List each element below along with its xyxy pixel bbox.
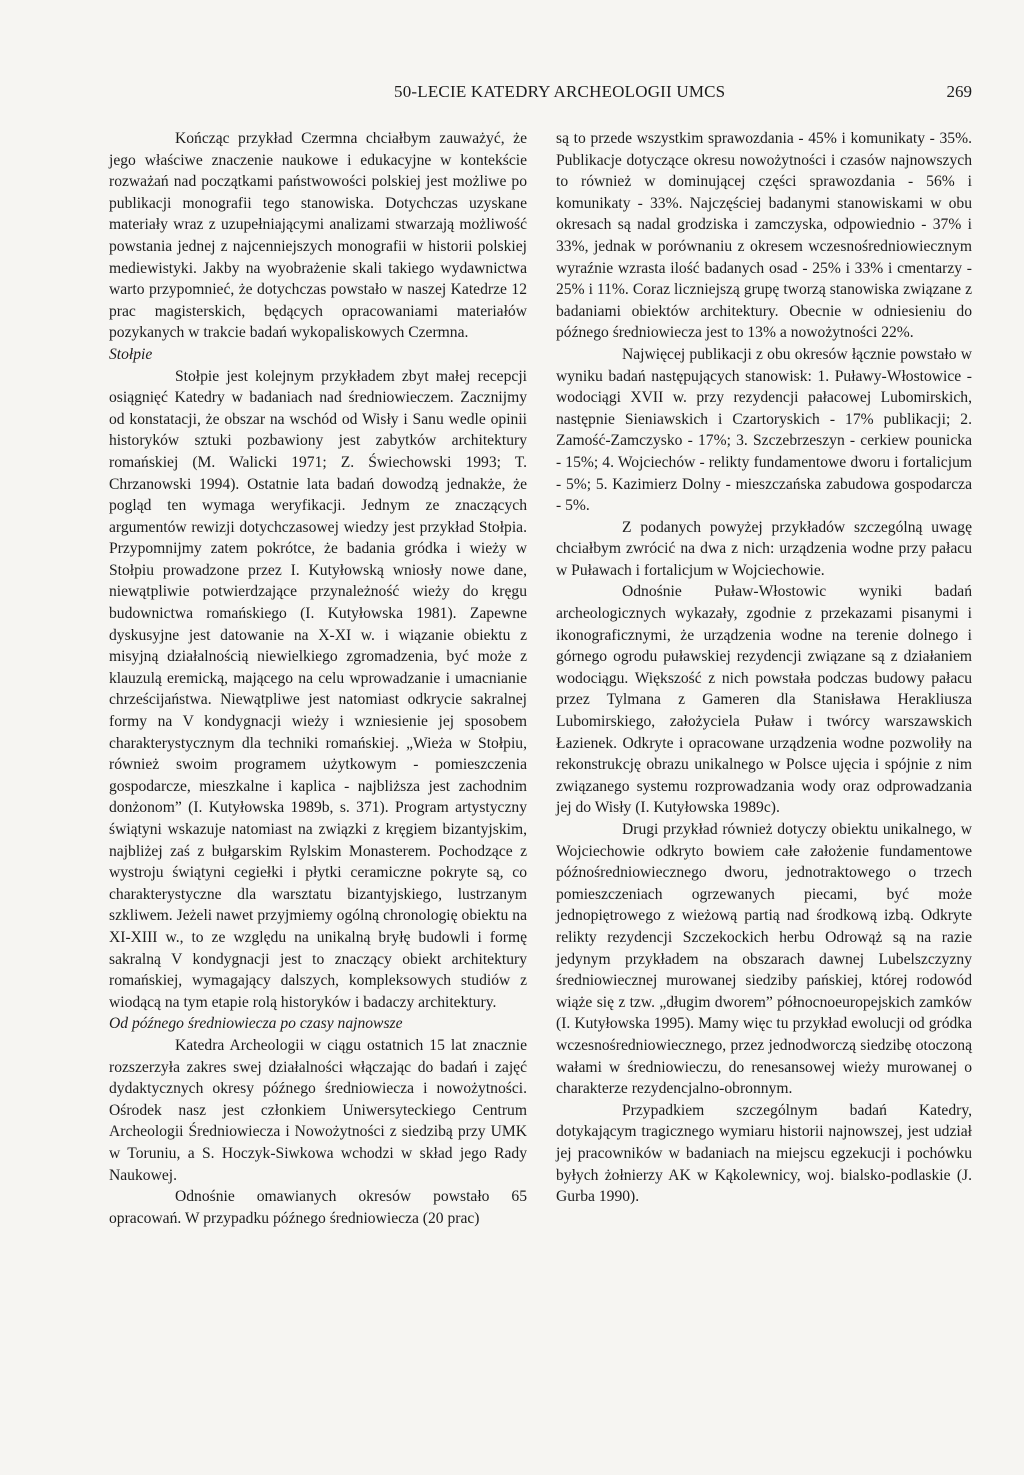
paragraph-top-sites: Najwięcej publikacji z obu okresów łącznie powstało w wyniku badań następujących stanowisk: 1. Puławy-Włostowice - wodociągi XVII w. przy rezydencji pałacowej Lubomirskich, następnie Sieniawskich i Czartoryskich - 17% publikacji; 2. Zamość-Zamczysko - 17%; 3. Szczebrzeszyn - cerkiew pounicka - 15%; 4. Wojciechów - relikty fundamentowe dworu i fortalicjum - 5%; 5. Kazimierz Dolny - mieszczańska zabudowa gospodarcza - 5%. <box>556 345 972 515</box>
left-column <box>109 128 527 1229</box>
section-heading-stolpie: Stołpie <box>109 345 153 363</box>
page-header <box>300 82 980 110</box>
running-title: 50-LECIE KATEDRY ARCHEOLOGII UMCS <box>394 82 726 101</box>
paragraph-two-examples: Z podanych powyżej przykładów szczególną uwagę chciałbym zwrócić na dwa z nich: urządzenia wodne przy pałacu w Puławach i fortalicjum w Wojciechowie. <box>556 518 972 579</box>
paragraph-publications-count: Odnośnie omawianych okresów powstało 65 opracowań. W przypadku późnego średniowiecza (20 prac) <box>109 1188 527 1227</box>
paragraph-czermno-conclusion: Kończąc przykład Czermna chciałbym zauważyć, że jego właściwe znaczenie naukowe i edukacyjne w kontekście rozważań nad początkami państwowości polskiej jest możliwe po publikacji monografii tego stanowiska. Dotychczas uzyskane materiały wraz z uzupełniającymi analizami stwarzają możliwość powstania jednej z najcenniejszych monografii w historii polskiej mediewistyki. Jakby na wyobrażenie skali takiego wydawnictwa warto przypomnieć, że dotychczas powstało w naszej Katedrze 12 prac magisterskich, będących opracowaniami materiałów pozykanych w trakcie badań wykopaliskowych Czermna. <box>109 130 527 342</box>
paragraph-kakolewnica: Przypadkiem szczególnym badań Katedry, dotykającym tragicznego wymiaru historii najnowszej, jest udział jej pracowników w badaniach na miejscu egzekucji i pochówku byłych żołnierzy AK w Kąkolewnicy, woj. bialsko-podlaskie (J. Gurba 1990). <box>556 1101 972 1206</box>
paragraph-wojciechow: Drugi przykład również dotyczy obiektu unikalnego, w Wojciechowie odkryto bowiem całe założenie fundamentowe późnośredniowiecznego dworu, jednotraktowego o trzech pomieszczeniach ogrzewanych piecami, być może jednopiętrowego z wieżową partią nad środkową izbą. Odkryte relikty rezydencji Szczekockich herbu Odrowąż są na razie jedynym przykładem na obszarach dawnej Lubelszczyzny średniowiecznej murowanej siedziby pańskiej, której rodowód wiąże się z tzw. „długim dworem” północnoeuropejskich zamków (I. Kutyłowska 1995). Mamy więc tu przykład ewolucji od gródka wczesnośredniowiecznego, przez jednodworczą siedzibę otoczoną wałami w średniowieczu, do renesansowej wieży murowanej o charakterze rezydencjalno-obronnym. <box>556 821 972 1098</box>
paragraph-publication-statistics: są to przede wszystkim sprawozdania - 45% i komunikaty - 35%. Publikacje dotyczące okresu nowożytności i czasów najnowszych to również w dominującej części sprawozdania - 56% i komunikaty - 33%. Najczęściej badanymi stanowiskami w obu okresach są nadal grodziska i zamczyska, odpowiednio - 37% i 33%, jednak w porównaniu z okresem wczesnośredniowiecznym wyraźnie wzrasta ilość badanych osad - 25% i 33% i cmentarzy - 25% i 11%. Coraz liczniejszą grupę tworzą stanowiska związane z badaniami obiektów architektury. Obecnie w odniesieniu do późnego średniowiecza jest to 13% a nowożytności 22%. <box>556 130 972 342</box>
right-column <box>556 128 972 1208</box>
page-number: 269 <box>946 82 972 101</box>
paragraph-stolpie: Stołpie jest kolejnym przykładem zbyt małej recepcji osiągnięć Katedry w badaniach nad średniowieczem. Zacznijmy od konstatacji, że obszar na wschód od Wisły i Sanu wedle opinii historyków sztuki pozbawiony jest zabytków architektury romańskiej (M. Walicki 1971; Z. Świechowski 1993; T. Chrzanowski 1994). Ostatnie lata badań dowodzą jednakże, że pogląd ten wymaga weryfikacji. Jednym ze znaczących argumentów rewizji dotychczasowej wiedzy jest przykład Stołpia. Przypomnijmy zatem pokrótce, że badania gródka i wieży w Stołpiu prowadzone przez I. Kutyłowską wniosły nowe dane, niewątpliwie potwierdzające przynależność wieży do kręgu budownictwa romańskiego (I. Kutyłowska 1981). Zapewne dyskusyjne jest datowanie na X-XI w. i wiązanie obiektu z misyjną działalnością niewielkiego zgromadzenia, być może z klauzulą eremicką, mającego na celu wprowadzanie i umacnianie chrześcijaństwa. Niewątpliwe jest natomiast odkrycie sakralnej formy na V kondygnacji wieży i wzniesienie jej sposobem charakterystycznym dla techniki romańskiej. „Wieża w Stołpiu, również swoim programem użytkowym - pomieszczenia gospodarcze, mieszkalne i kaplica - najbliższa jest zachodnim donżonom” (I. Kutyłowska 1989b, s. 371). Program artystyczny świątyni wskazuje natomiast na związki z kręgiem bizantyjskim, najbliżej zaś z bułgarskim Rylskim Monasterem. Pochodzące z wystroju świątyni cegiełki i płytki ceramiczne pokryte są, co charakterystyczne dla warsztatu bizantyjskiego, lustrzanym szkliwem. Jeżeli nawet przyjmiemy ogólną chronologię obiektu na XI-XIII w., to ze względu na unikalną bryłę budowli i formę sakralną V kondygnacji jest to znaczący obiekt architektury romańskiej, wymagający dalszych, kompleksowych studiów z wiodącą na tym etapie rolą historyków i badaczy architektury. <box>109 367 527 1011</box>
section-heading-late-middle-ages: Od późnego średniowiecza po czasy najnowsze <box>109 1015 403 1033</box>
paragraph-pulawy: Odnośnie Puław-Włostowic wyniki badań archeologicznych wykazały, zgodnie z przekazami pisanymi i ikonograficznymi, że urządzenia wodne na terenie dolnego i górnego ogrodu puławskiej rezydencji związane są z działaniem wodociągu. Większość z nich powstała podczas budowy pałacu przez Tylmana z Gameren dla Stanisława Herakliusza Lubomirskiego, założyciela Puław i twórcy warszawskich Łazienek. Odkryte i opracowane urządzenia wodne pozwoliły na rekonstrukcję obrazu unikalnego w Polsce ujęcia i spójnie z nim związanego systemu rozprowadzania wody oraz odprowadzania jej do Wisły (I. Kutyłowska 1989c). <box>556 583 972 817</box>
paragraph-department-scope: Katedra Archeologii w ciągu ostatnich 15 lat znacznie rozszerzyła zakres swej działalności włączając do badań i zajęć dydaktycznych okresy późnego średniowiecza i nowożytności. Ośrodek nasz jest członkiem Uniwersyteckiego Centrum Archeologii Średniowiecza i Nowożytności z siedzibą przy UMK w Toruniu, a S. Hoczyk-Siwkowa wchodzi w skład jego Rady Naukowej. <box>109 1036 527 1184</box>
